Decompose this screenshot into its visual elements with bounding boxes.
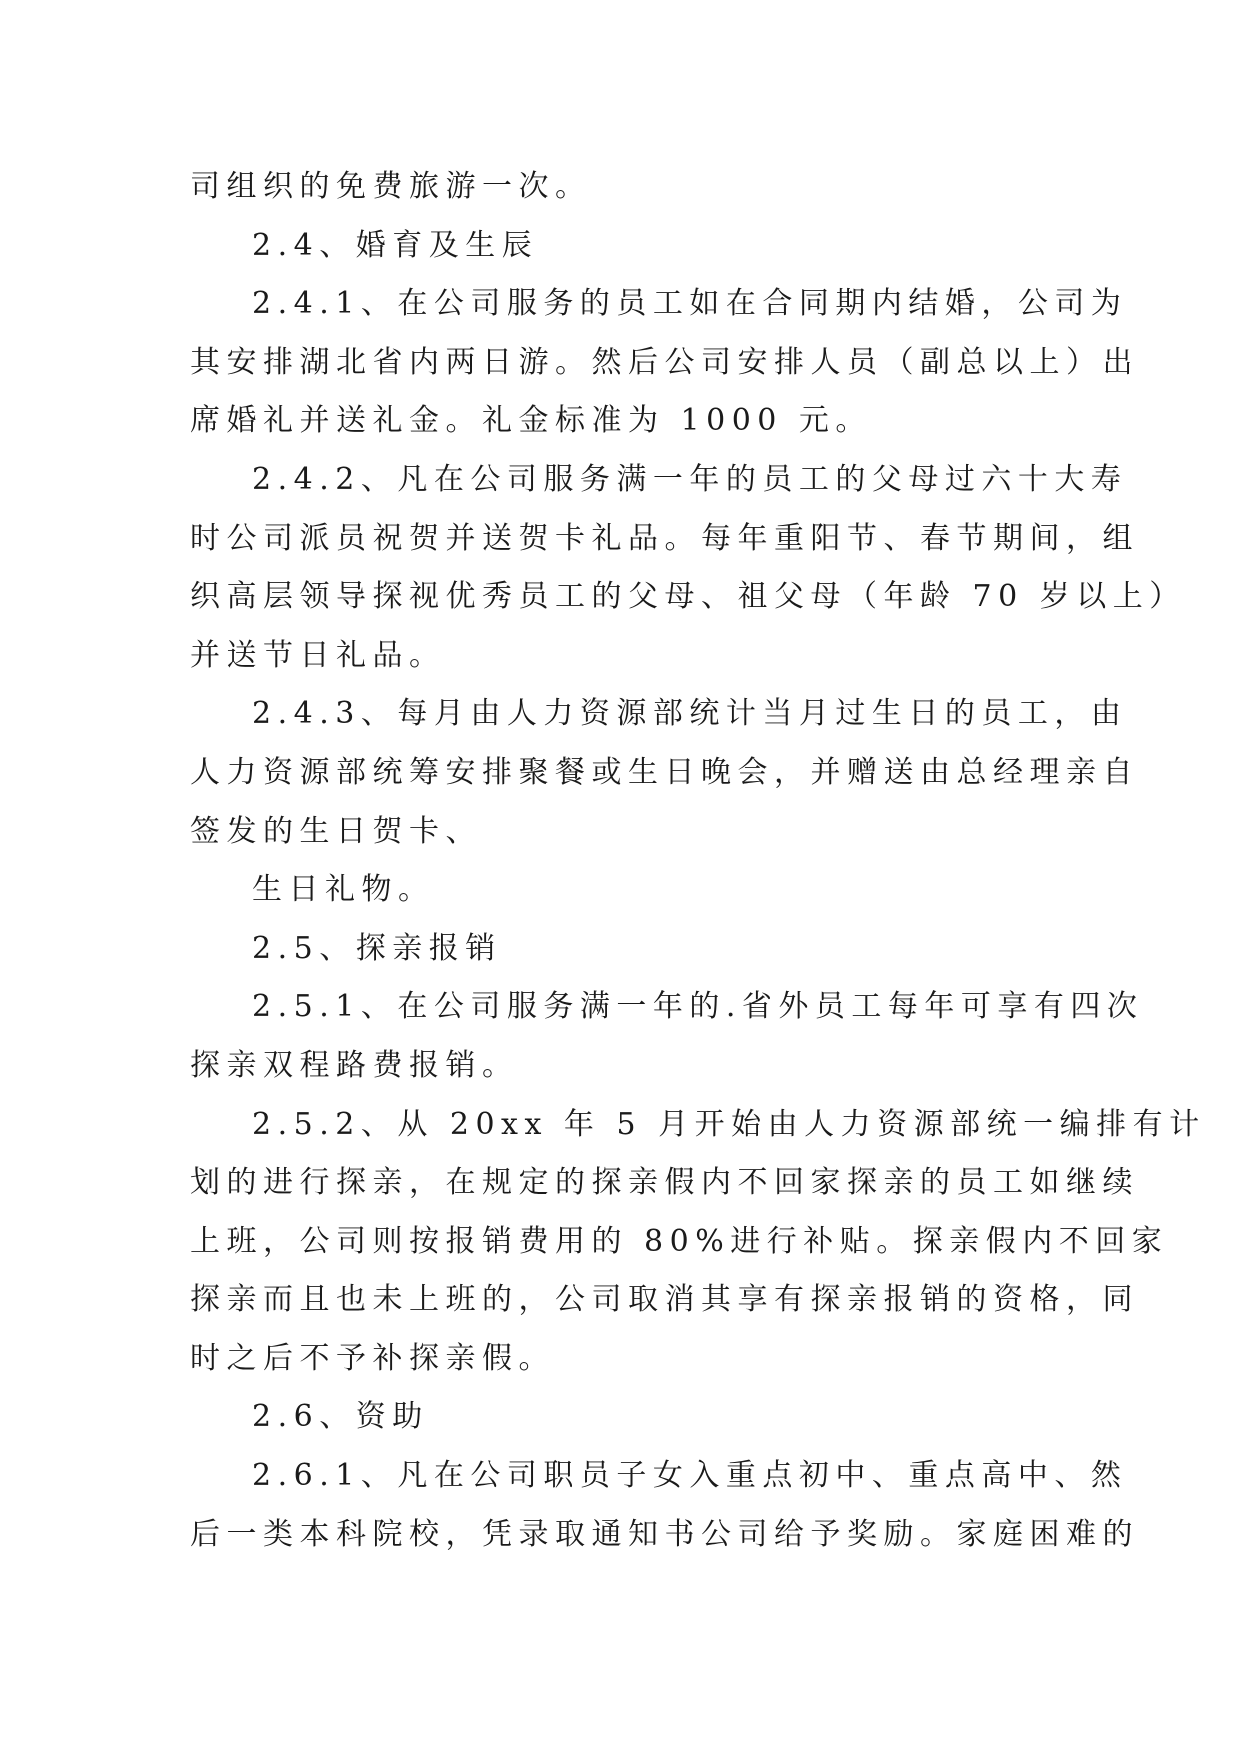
document-body	[190, 158, 1206, 1564]
text-line: 2.4.1、在公司服务的员工如在合同期内结婚，公司为	[252, 286, 1128, 322]
text-line: 2.5.1、在公司服务满一年的.省外员工每年可享有四次	[252, 989, 1144, 1025]
text-line: 席婚礼并送礼金。礼金标准为 1000 元。	[190, 403, 872, 439]
text-line: 其安排湖北省内两日游。然后公司安排人员（副总以上）出	[190, 344, 1139, 380]
text-line: 后一类本科院校，凭录取通知书公司给予奖励。家庭困难的	[190, 1516, 1139, 1552]
text-line: 人力资源部统筹安排聚餐或生日晚会，并赠送由总经理亲自	[190, 754, 1139, 790]
text-line: 2.4.3、每月由人力资源部统计当月过生日的员工，由	[252, 696, 1128, 732]
text-line: 司组织的免费旅游一次。	[190, 169, 592, 204]
text-line: 探亲双程路费报销。	[190, 1047, 519, 1083]
text-line: 划的进行探亲，在规定的探亲假内不回家探亲的员工如继续	[190, 1165, 1139, 1201]
text-line: 上班，公司则按报销费用的 80%进行补贴。探亲假内不回家	[190, 1223, 1169, 1259]
section-heading-2-4: 2.4、婚育及生辰	[252, 227, 539, 263]
text-line: 时公司派员祝贺并送贺卡礼品。每年重阳节、春节期间，组	[190, 520, 1139, 556]
section-heading-2-6: 2.6、资助	[252, 1399, 429, 1435]
text-line: 签发的生日贺卡、	[190, 813, 482, 849]
text-line: 探亲而且也未上班的，公司取消其享有探亲报销的资格，同	[190, 1282, 1139, 1318]
text-line: 2.6.1、凡在公司职员子女入重点初中、重点高中、然	[252, 1458, 1128, 1494]
text-line: 生日礼物。	[252, 872, 435, 908]
text-line: 2.4.2、凡在公司服务满一年的员工的父母过六十大寿	[252, 461, 1128, 497]
text-line: 并送节日礼品。	[190, 637, 446, 673]
text-line: 织高层领导探视优秀员工的父母、祖父母（年龄 70 岁以上）	[190, 579, 1186, 615]
text-line: 时之后不予补探亲假。	[190, 1340, 555, 1376]
text-line: 2.5.2、从 20xx 年 5 月开始由人力资源部统一编排有计	[252, 1106, 1206, 1142]
section-heading-2-5: 2.5、探亲报销	[252, 930, 502, 966]
